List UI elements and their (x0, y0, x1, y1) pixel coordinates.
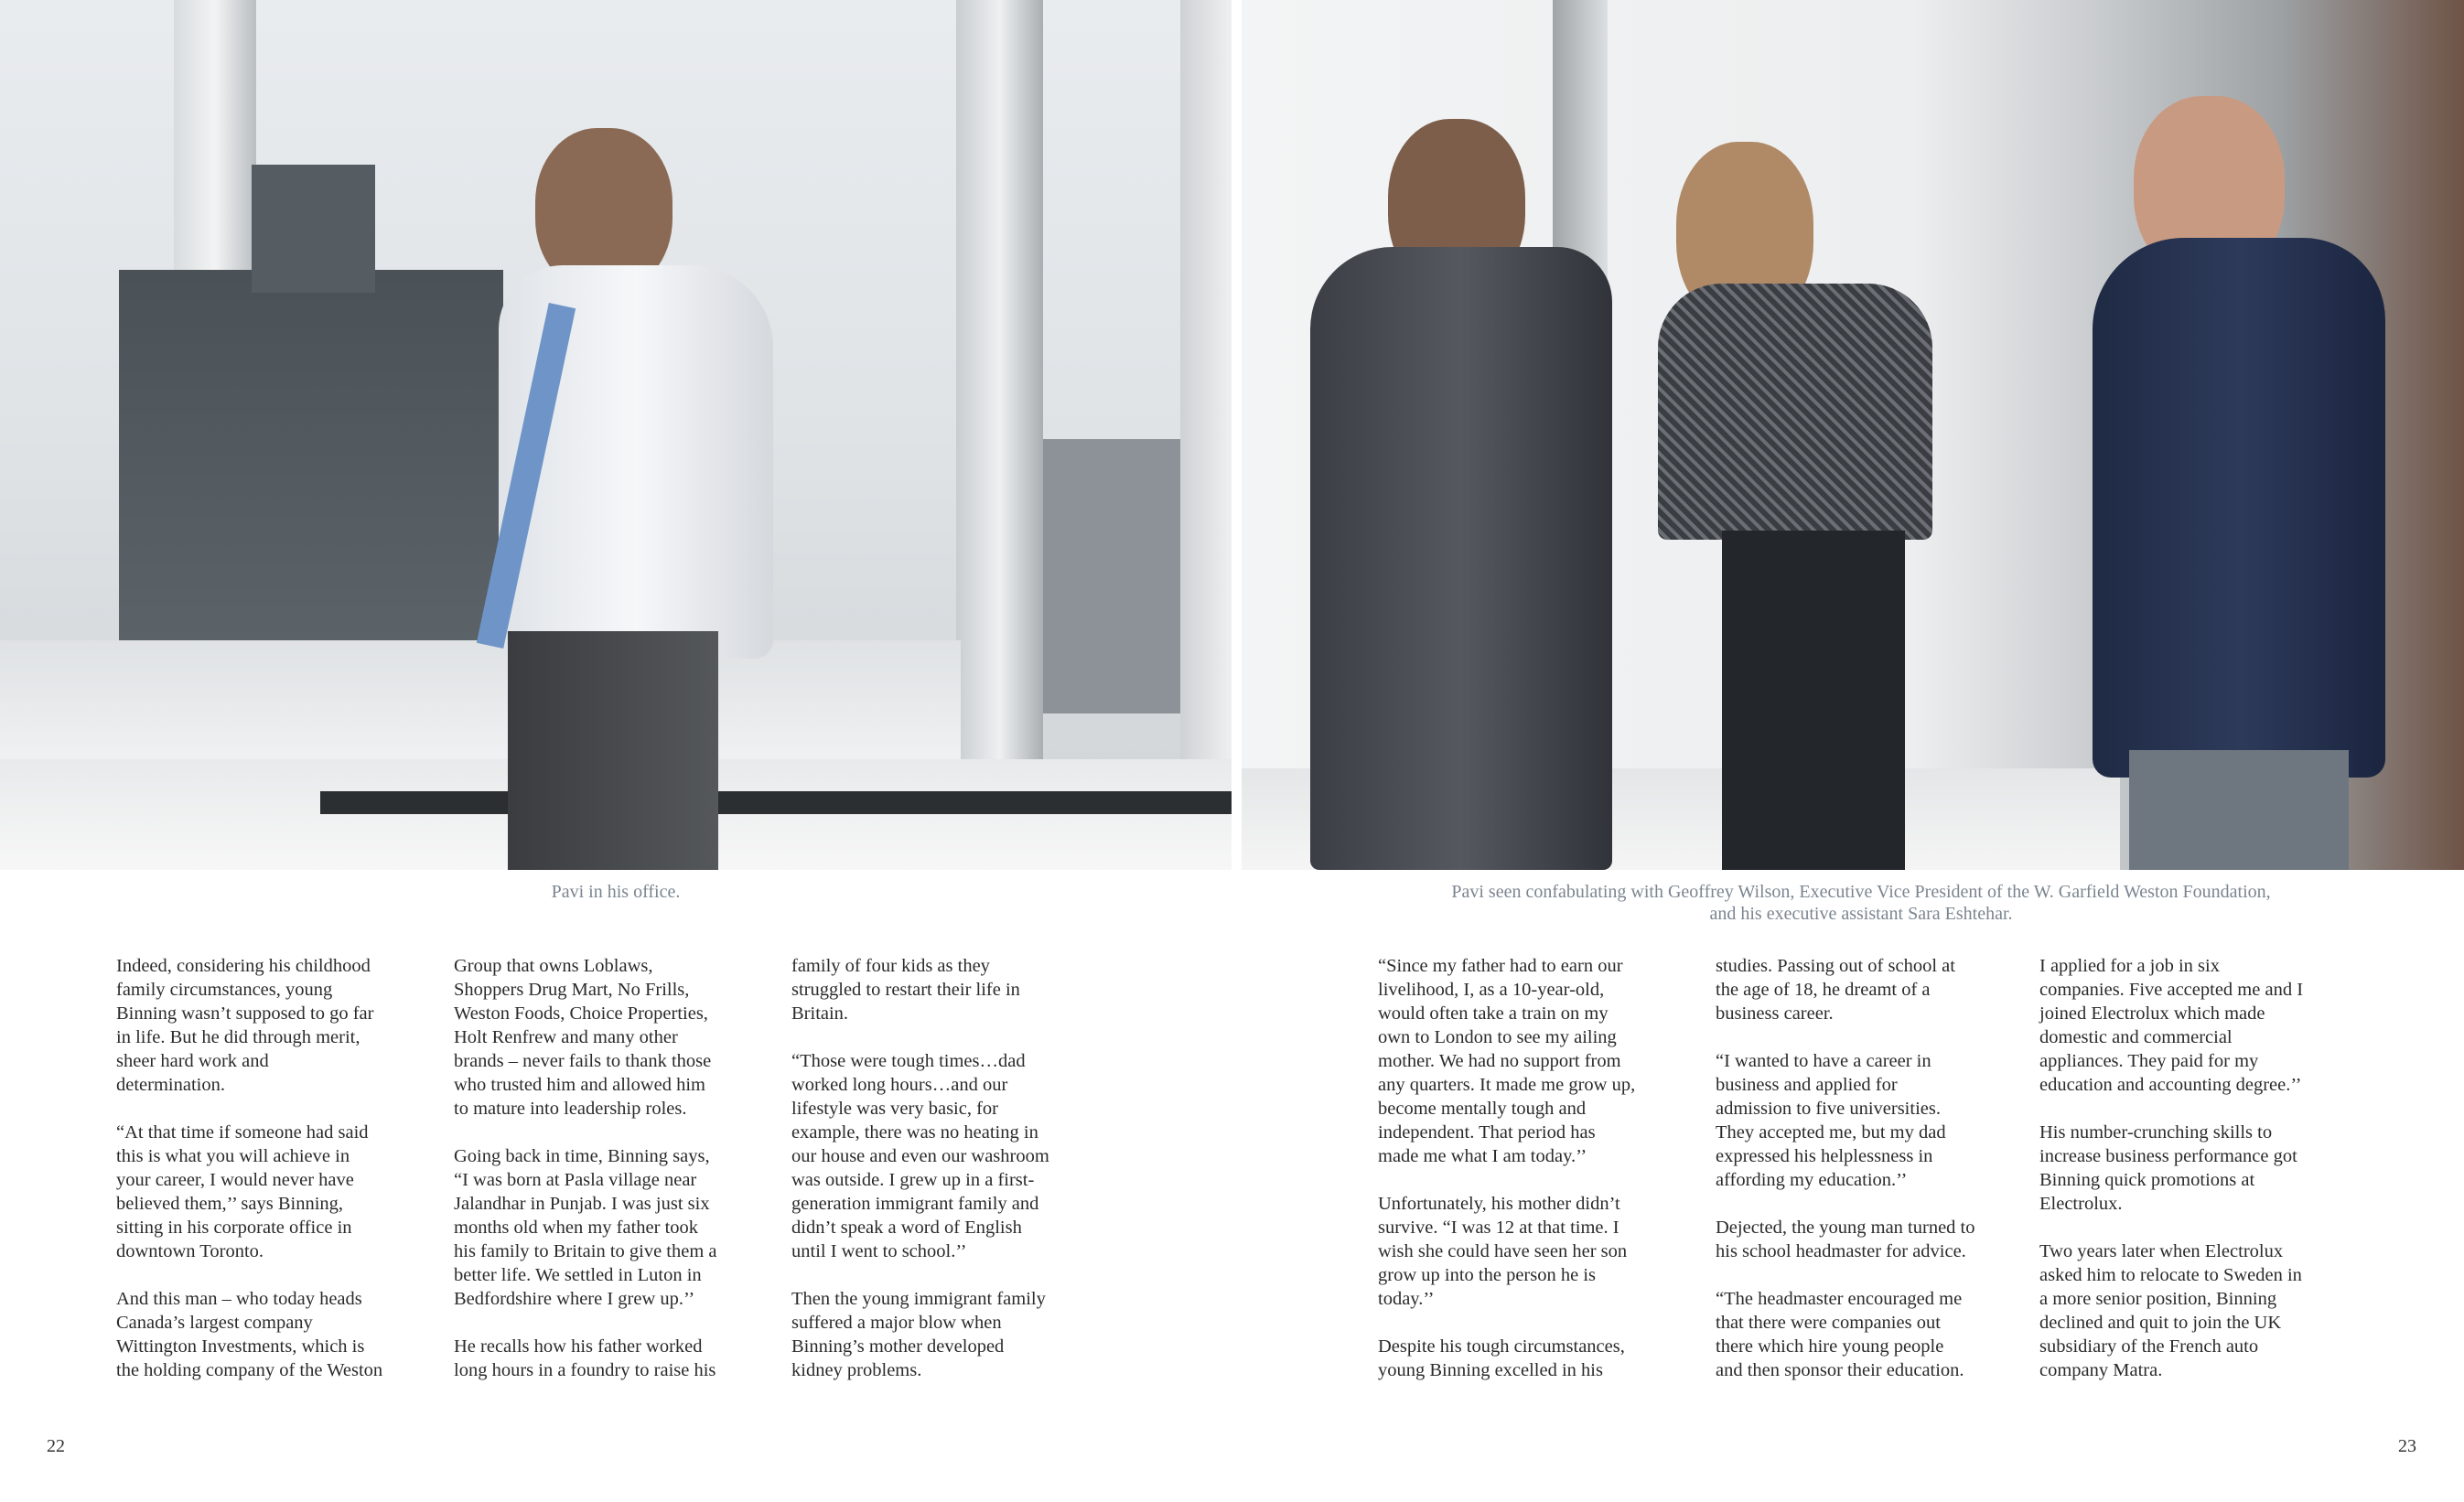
text-line: Indeed, considering his childhood (116, 956, 371, 976)
text-line: Electrolux. (2039, 1194, 2123, 1214)
text-line: suffered a major blow when (791, 1313, 1002, 1333)
paragraph (791, 954, 1107, 1025)
text-line: studies. Passing out of school at (1716, 956, 1955, 976)
text-line: His number-crunching skills to (2039, 1122, 2273, 1143)
text-line: Binning’s mother developed (791, 1336, 1005, 1357)
text-line: better life. We settled in Luton in (454, 1265, 702, 1285)
text-line: young Binning excelled in his (1378, 1360, 1603, 1380)
text-line: the age of 18, he dreamt of a (1716, 980, 1931, 1000)
text-line: Unfortunately, his mother didn’t (1378, 1194, 1620, 1214)
text-line: kidney problems. (791, 1360, 922, 1380)
paragraph (1378, 1192, 1694, 1311)
text-line: affording my education.’’ (1716, 1170, 1908, 1190)
text-line: mother. We had no support from (1378, 1051, 1621, 1071)
text-line: appliances. They paid for my (2039, 1051, 2259, 1071)
text-line: family of four kids as they (791, 956, 990, 976)
text-line: would often take a train on my (1378, 1003, 1609, 1024)
paragraph (791, 1049, 1107, 1263)
radiator-vent (320, 791, 1232, 814)
article-column (454, 954, 769, 1406)
text-line: wish she could have seen her son (1378, 1241, 1628, 1261)
paragraph (454, 954, 769, 1121)
text-line: this is what you will achieve in (116, 1146, 350, 1166)
text-line: his family to Britain to give them a (454, 1241, 717, 1261)
text-line: “I wanted to have a career in (1716, 1051, 1931, 1071)
text-line: to mature into leadership roles. (454, 1099, 687, 1119)
text-line: business career. (1716, 1003, 1834, 1024)
text-line: asked him to relocate to Sweden in (2039, 1265, 2302, 1285)
text-line: believed them,’’ says Binning, (116, 1194, 344, 1214)
text-line: And this man – who today heads (116, 1289, 362, 1309)
text-line: lifestyle was very basic, for (791, 1099, 998, 1119)
text-line: downtown Toronto. (116, 1241, 264, 1261)
text-line: long hours in a foundry to raise his (454, 1360, 716, 1380)
paragraph (1378, 1335, 1694, 1382)
text-line: “Those were tough times…dad (791, 1051, 1026, 1071)
paragraph (2039, 1121, 2355, 1216)
text-line: Britain. (791, 1003, 849, 1024)
text-line: any quarters. It made me grow up, (1378, 1075, 1636, 1095)
paragraph (791, 1287, 1107, 1382)
text-line: They accepted me, but my dad (1716, 1122, 1946, 1143)
text-line: Then the young immigrant family (791, 1289, 1046, 1309)
article-column (2039, 954, 2355, 1406)
man-right-blazer (2093, 238, 2385, 778)
page-number-right: 23 (2398, 1436, 2416, 1456)
text-line: Group that owns Loblaws, (454, 956, 653, 976)
text-line: family circumstances, young (116, 980, 333, 1000)
paragraph (116, 1287, 432, 1382)
paragraph (116, 1121, 432, 1263)
text-line: worked long hours…and our (791, 1075, 1008, 1095)
text-line: Holt Renfrew and many other (454, 1027, 678, 1047)
text-line: business and applied for (1716, 1075, 1898, 1095)
text-line: our house and even our washroom (791, 1146, 1049, 1166)
text-line: until I went to school.’’ (791, 1241, 967, 1261)
text-line: the holding company of the Weston (116, 1360, 383, 1380)
text-line: was outside. I grew up in a first- (791, 1170, 1035, 1190)
photo-pavi-with-colleagues (1242, 0, 2464, 870)
woman-trousers (1722, 531, 1905, 870)
text-line: company Matra. (2039, 1360, 2163, 1380)
article-column (116, 954, 432, 1406)
text-line: his school headmaster for advice. (1716, 1241, 1966, 1261)
text-line: who trusted him and allowed him (454, 1075, 705, 1095)
paragraph (1716, 1287, 2031, 1382)
paragraph (2039, 1239, 2355, 1382)
woman-sweater (1658, 284, 1932, 540)
paragraph (1716, 1216, 2031, 1263)
caption-line: and his executive assistant Sara Eshtehar. (1709, 904, 2013, 924)
text-line: Weston Foods, Choice Properties, (454, 1003, 708, 1024)
man-left-suit (1310, 247, 1612, 870)
text-line: domestic and commercial (2039, 1027, 2233, 1047)
text-line: grow up into the person he is (1378, 1265, 1596, 1285)
text-line: admission to five universities. (1716, 1099, 1941, 1119)
man-right-trousers (2129, 750, 2349, 870)
text-line: that there were companies out (1716, 1313, 1941, 1333)
text-line: increase business performance got (2039, 1146, 2297, 1166)
building (1043, 439, 1180, 713)
text-line: determination. (116, 1075, 225, 1095)
text-line: sheer hard work and (116, 1051, 269, 1071)
text-line: a more senior position, Binning (2039, 1289, 2277, 1309)
window-frame (1180, 0, 1232, 870)
text-line: brands – never fails to thank those (454, 1051, 712, 1071)
text-line: expressed his helplessness in (1716, 1146, 1933, 1166)
text-line: in life. But he did through merit, (116, 1027, 360, 1047)
article-column (1378, 954, 1694, 1406)
text-line: Going back in time, Binning says, (454, 1146, 710, 1166)
text-line: “I was born at Pasla village near (454, 1170, 697, 1190)
text-line: He recalls how his father worked (454, 1336, 703, 1357)
text-line: generation immigrant family and (791, 1194, 1039, 1214)
article-column (1716, 954, 2031, 1406)
text-line: made me what I am today.’’ (1378, 1146, 1587, 1166)
text-line: independent. That period has (1378, 1122, 1596, 1143)
text-line: Binning quick promotions at (2039, 1170, 2255, 1190)
photo-pavi-in-office (0, 0, 1232, 870)
man-trousers (508, 631, 718, 870)
text-line: I applied for a job in six (2039, 956, 2220, 976)
photo-caption-left: Pavi in his office. (551, 882, 681, 902)
text-line: there which hire young people (1716, 1336, 1944, 1357)
paragraph (2039, 954, 2355, 1097)
building (252, 165, 375, 293)
text-line: Jalandhar in Punjab. I was just six (454, 1194, 710, 1214)
text-line: months old when my father took (454, 1218, 699, 1238)
text-line: Despite his tough circumstances, (1378, 1336, 1625, 1357)
text-line: Binning wasn’t supposed to go far (116, 1003, 374, 1024)
text-line: didn’t speak a word of English (791, 1218, 1022, 1238)
text-line: Shoppers Drug Mart, No Frills, (454, 980, 690, 1000)
text-line: Canada’s largest company (116, 1313, 313, 1333)
article-column (791, 954, 1107, 1406)
paragraph (454, 1144, 769, 1311)
paragraph (1716, 1049, 2031, 1192)
text-line: survive. “I was 12 at that time. I (1378, 1218, 1619, 1238)
text-line: “The headmaster encouraged me (1716, 1289, 1963, 1309)
page-number-left: 22 (47, 1436, 65, 1456)
text-line: sitting in his corporate office in (116, 1218, 352, 1238)
text-line: Two years later when Electrolux (2039, 1241, 2284, 1261)
text-line: Bedfordshire where I grew up.’’ (454, 1289, 695, 1309)
text-line: declined and quit to join the UK (2039, 1313, 2282, 1333)
paragraph (1378, 954, 1694, 1168)
paragraph (116, 954, 432, 1097)
text-line: today.’’ (1378, 1289, 1435, 1309)
text-line: struggled to restart their life in (791, 980, 1020, 1000)
text-line: “At that time if someone had said (116, 1122, 369, 1143)
text-line: joined Electrolux which made (2039, 1003, 2265, 1024)
paragraph (1716, 954, 2031, 1025)
text-line: education and accounting degree.’’ (2039, 1075, 2302, 1095)
text-line: Wittington Investments, which is (116, 1336, 365, 1357)
paragraph (454, 1335, 769, 1382)
text-line: subsidiary of the French auto (2039, 1336, 2259, 1357)
window-frame (956, 0, 1043, 870)
text-line: livelihood, I, as a 10-year-old, (1378, 980, 1605, 1000)
text-line: your career, I would never have (116, 1170, 354, 1190)
text-line: companies. Five accepted me and I (2039, 980, 2304, 1000)
text-line: own to London to see my ailing (1378, 1027, 1617, 1047)
text-line: become mentally tough and (1378, 1099, 1587, 1119)
photo-caption-right (1312, 881, 2410, 925)
text-line: Dejected, the young man turned to (1716, 1218, 1975, 1238)
text-line: example, there was no heating in (791, 1122, 1038, 1143)
caption-line: Pavi seen confabulating with Geoffrey Wilson, Executive Vice President of the W. Garfield Weston Foundation, (1451, 882, 2271, 902)
text-line: and then sponsor their education. (1716, 1360, 1964, 1380)
text-line: “Since my father had to earn our (1378, 956, 1623, 976)
building (119, 270, 503, 663)
